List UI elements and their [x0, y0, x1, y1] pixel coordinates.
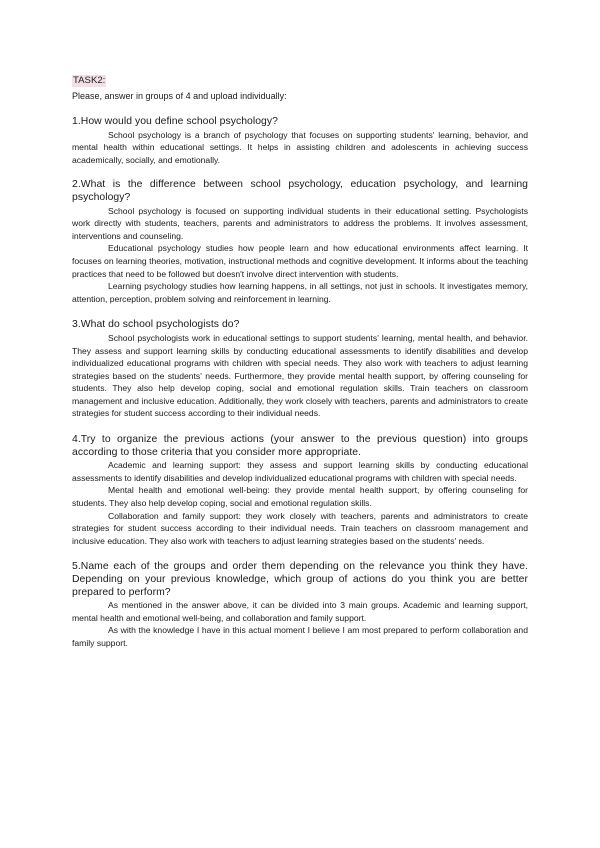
section-5	[72, 561, 528, 649]
section-1	[72, 116, 528, 166]
section-3	[72, 319, 528, 420]
section-2	[72, 179, 528, 305]
document-page	[72, 70, 528, 650]
question-5: 5.Name each of the groups and order them depending on the relevance you think they have. Depending on your previous knowledge, which group of actions do you think you are better prepared to perform?	[72, 561, 528, 598]
answer-2-paragraph-3: Learning psychology studies how learning happens, in all settings, not just in schools. It investigates memory, attention, perception, problem solving and reinforcement in learning.	[72, 281, 528, 304]
answer-4-paragraph-3: Collaboration and family support: they work closely with teachers, parents and administrators to create strategies for student success according to their individual needs. Train teachers on classroom management and inclusive education. They also work with teachers to adjust learning strategies based on the students' needs.	[72, 510, 528, 546]
task-label: TASK2:	[73, 75, 106, 86]
instruction-text: Please, answer in groups of 4 and upload individually:	[72, 91, 287, 101]
question-2: 2.What is the difference between school psychology, education psychology, and learning psychology?	[72, 179, 528, 203]
answer-2-paragraph-2: Educational psychology studies how people learn and how educational environments affect learning. It focuses on learning theories, motivation, instructional methods and cognitive development. It informs about the teaching practices that need to be followed but doesn't involve direct intervention with students.	[72, 243, 528, 279]
answer-2-paragraph-1: School psychology is focused on supporting individual students in their educational setting. Psychologists work directly with students, teachers, parents and administrators to address the problems. It involves assessment, interventions and counseling.	[72, 205, 528, 241]
answer-5-paragraph-1: As mentioned in the answer above, it can be divided into 3 main groups. Academic and learning support, mental health and emotional well-being, and collaboration and family support.	[72, 600, 528, 623]
answer-4-paragraph-1: Academic and learning support: they assess and support learning skills by conducting educational assessments to identify disabilities and develop individualized educational programs with children with special needs.	[72, 460, 528, 483]
question-1: 1.How would you define school psychology?	[72, 116, 278, 127]
answer-5-paragraph-2: As with the knowledge I have in this actual moment I believe I am most prepared to perform collaboration and family support.	[72, 625, 528, 648]
section-4	[72, 434, 528, 547]
question-4: 4.Try to organize the previous actions (your answer to the previous question) into groups according to those criteria that you consider more appropriate.	[72, 434, 528, 458]
answer-1-paragraph-1: School psychology is a branch of psychology that focuses on supporting students' learning, behavior, and mental health within educational settings. It helps in assisting children and adolescents in achieving success academically, socially, and emotionally.	[72, 129, 528, 165]
question-3: 3.What do school psychologists do?	[72, 319, 240, 331]
answer-3-paragraph-1: School psychologists work in educational settings to support students' learning, mental health, and behavior. They assess and support learning skills by conducting educational assessments to identify disabilities and develop individualized educational programs with children with special needs. They also work with teachers to adjust learning strategies based on the students' needs. Furthermore, they provide mental health support, by offering counseling for students. They also help develop coping, social and emotional regulation skills. Train teachers on classroom management and inclusive education. Additionally, they work closely with teachers, parents and administrators to create strategies for student success according to their individual needs.	[72, 332, 528, 419]
answer-4-paragraph-2: Mental health and emotional well-being: they provide mental health support, by offering counseling for students. They also help develop coping, social and emotional regulation skills.	[72, 485, 528, 509]
